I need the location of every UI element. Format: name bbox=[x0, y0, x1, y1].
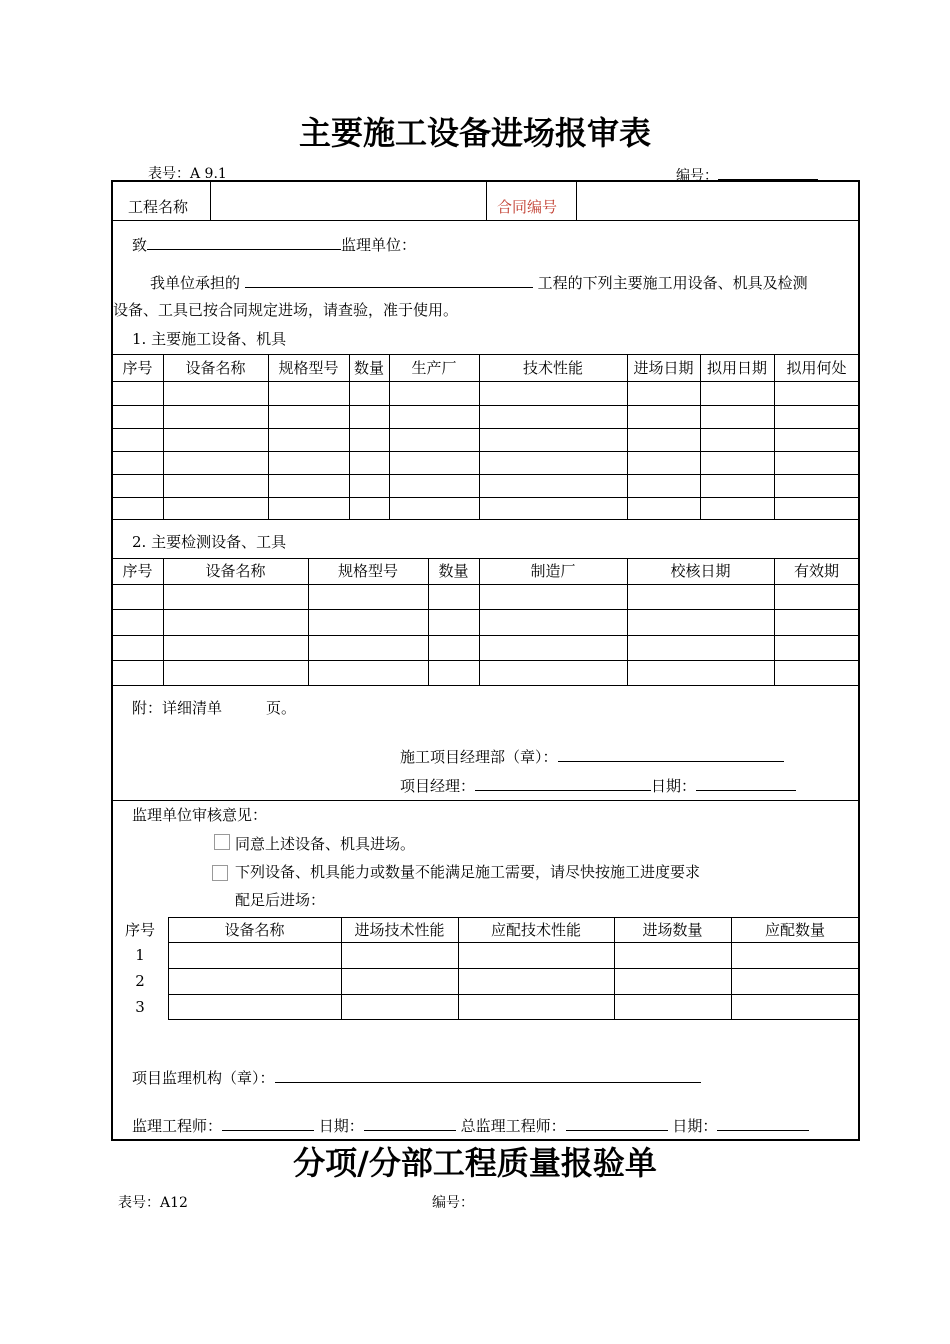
table-cell[interactable] bbox=[700, 452, 774, 474]
engineer-date-field[interactable] bbox=[364, 1114, 456, 1131]
table-cell[interactable] bbox=[163, 636, 308, 660]
table-header-cell: 序号 bbox=[122, 359, 153, 377]
row-index-cell[interactable] bbox=[112, 610, 163, 635]
section1-title: 1. 主要施工设备、机具 bbox=[132, 330, 287, 348]
table-cell[interactable] bbox=[163, 498, 268, 519]
table-cell[interactable] bbox=[389, 498, 479, 519]
table-cell[interactable] bbox=[627, 475, 700, 497]
pm-line: 项目经理： 日期： bbox=[400, 774, 796, 796]
table-cell[interactable] bbox=[268, 429, 349, 451]
table-cell[interactable] bbox=[389, 406, 479, 428]
table-cell[interactable] bbox=[428, 585, 479, 609]
table-cell[interactable] bbox=[168, 943, 341, 968]
table-cell[interactable] bbox=[479, 429, 627, 451]
table-cell[interactable] bbox=[627, 429, 700, 451]
table-cell[interactable] bbox=[163, 382, 268, 405]
table-header-cell: 设备名称 bbox=[224, 921, 285, 939]
table-header-cell: 进场技术性能 bbox=[354, 921, 445, 939]
row-index-cell[interactable] bbox=[112, 636, 163, 660]
table-header-cell: 数量 bbox=[438, 562, 469, 580]
table-cell[interactable] bbox=[627, 498, 700, 519]
table-header-cell: 设备名称 bbox=[185, 359, 246, 377]
engineer-field[interactable] bbox=[222, 1114, 314, 1131]
table-cell[interactable] bbox=[731, 969, 859, 994]
table-cell[interactable] bbox=[479, 661, 627, 685]
table-cell[interactable] bbox=[458, 943, 614, 968]
table-header-cell: 制造厂 bbox=[530, 562, 576, 580]
chief-date-field[interactable] bbox=[717, 1114, 809, 1131]
table-cell[interactable] bbox=[389, 429, 479, 451]
row-index-cell[interactable] bbox=[112, 382, 163, 405]
row-index-cell[interactable] bbox=[112, 475, 163, 497]
table-cell[interactable] bbox=[349, 382, 389, 405]
table-header-cell: 设备名称 bbox=[205, 562, 266, 580]
table-cell[interactable] bbox=[428, 610, 479, 635]
paragraph-line1: 我单位承担的 工程的下列主要施工用设备、机具及检测 bbox=[150, 271, 808, 293]
table-header-cell: 应配数量 bbox=[764, 921, 825, 939]
table-cell[interactable] bbox=[627, 661, 774, 685]
serial-number-label: 编号： bbox=[676, 163, 818, 185]
form-title: 主要施工设备进场报审表 bbox=[298, 114, 651, 152]
addressee-line: 致 监理单位： bbox=[132, 233, 416, 255]
option-insufficient-line1: 下列设备、机具能力或数量不能满足施工需要，请尽快按施工进度要求 bbox=[235, 863, 701, 881]
option-insufficient-line2: 配足后进场： bbox=[235, 891, 326, 909]
table-cell[interactable] bbox=[479, 452, 627, 474]
attachment-line: 附：详细清单 页。 bbox=[132, 699, 297, 717]
table-cell[interactable] bbox=[349, 452, 389, 474]
table-cell[interactable] bbox=[479, 475, 627, 497]
form2-serial-label: 编号： bbox=[432, 1195, 474, 1211]
paragraph-line2: 设备、工具已按合同规定进场，请查验，准于使用。 bbox=[113, 301, 459, 319]
chief-engineer-field[interactable] bbox=[566, 1114, 668, 1131]
table-cell[interactable] bbox=[774, 452, 859, 474]
table-cell[interactable] bbox=[627, 636, 774, 660]
table-header-cell: 技术性能 bbox=[522, 359, 583, 377]
table-cell[interactable] bbox=[774, 661, 859, 685]
table-cell[interactable] bbox=[341, 995, 458, 1019]
project-name-label: 工程名称 bbox=[128, 198, 189, 216]
table-header-cell: 数量 bbox=[353, 359, 384, 377]
table-cell[interactable] bbox=[168, 995, 341, 1019]
table-cell[interactable] bbox=[700, 475, 774, 497]
table-cell[interactable] bbox=[458, 969, 614, 994]
table-cell[interactable] bbox=[163, 452, 268, 474]
table-header-cell: 应配技术性能 bbox=[490, 921, 581, 939]
table-header-cell: 进场日期 bbox=[633, 359, 694, 377]
form-number: 表号：A 9.1 bbox=[148, 166, 227, 182]
table-cell[interactable] bbox=[774, 498, 859, 519]
row-index-cell[interactable] bbox=[112, 452, 163, 474]
table-cell[interactable] bbox=[774, 429, 859, 451]
table-cell[interactable] bbox=[341, 969, 458, 994]
supervision-org-line: 项目监理机构（章）： bbox=[132, 1066, 701, 1088]
table-cell[interactable] bbox=[163, 585, 308, 609]
table-cell[interactable] bbox=[774, 382, 859, 405]
table-header-cell: 有效期 bbox=[793, 562, 839, 580]
table-cell[interactable] bbox=[774, 406, 859, 428]
contract-number-label: 合同编号 bbox=[497, 198, 558, 216]
table-cell[interactable] bbox=[349, 429, 389, 451]
table-header-cell: 规格型号 bbox=[337, 562, 398, 580]
addressee-field[interactable] bbox=[147, 233, 341, 250]
table-cell[interactable] bbox=[268, 452, 349, 474]
table-header-cell: 进场数量 bbox=[642, 921, 703, 939]
table-cell[interactable] bbox=[268, 475, 349, 497]
table-cell[interactable] bbox=[268, 382, 349, 405]
table-header-cell: 校核日期 bbox=[670, 562, 731, 580]
option-approve: 同意上述设备、机具进场。 bbox=[235, 835, 416, 853]
table-cell[interactable] bbox=[479, 610, 627, 635]
table-cell[interactable] bbox=[774, 585, 859, 609]
table-header-cell: 拟用日期 bbox=[706, 359, 767, 377]
table-cell[interactable] bbox=[731, 943, 859, 968]
table-cell[interactable] bbox=[163, 406, 268, 428]
contract-number-field[interactable] bbox=[577, 182, 858, 219]
table-cell[interactable] bbox=[308, 585, 428, 609]
table-cell[interactable] bbox=[700, 406, 774, 428]
table-cell[interactable] bbox=[268, 498, 349, 519]
pm-dept-line: 施工项目经理部（章）： bbox=[400, 745, 784, 767]
table-cell[interactable] bbox=[163, 610, 308, 635]
table-cell[interactable] bbox=[627, 610, 774, 635]
table-header-cell: 序号 bbox=[122, 562, 153, 580]
table-cell[interactable] bbox=[349, 406, 389, 428]
approve-checkbox[interactable] bbox=[214, 834, 230, 850]
table-header-cell: 规格型号 bbox=[278, 359, 339, 377]
project-name-field[interactable] bbox=[211, 182, 485, 219]
table-cell[interactable] bbox=[614, 995, 731, 1019]
row-index-cell[interactable] bbox=[112, 406, 163, 428]
table-cell[interactable] bbox=[479, 636, 627, 660]
table-cell[interactable] bbox=[479, 585, 627, 609]
table-cell[interactable] bbox=[389, 475, 479, 497]
table-cell[interactable] bbox=[627, 585, 774, 609]
table-cell[interactable] bbox=[163, 475, 268, 497]
row-index-cell[interactable] bbox=[112, 429, 163, 451]
form2-title: 分项/分部工程质量报验单 bbox=[293, 1144, 657, 1182]
table-cell[interactable] bbox=[774, 475, 859, 497]
table-cell[interactable] bbox=[774, 610, 859, 635]
table-cell[interactable] bbox=[731, 995, 859, 1019]
table-cell[interactable] bbox=[389, 452, 479, 474]
table-cell[interactable] bbox=[627, 382, 700, 405]
table-cell[interactable] bbox=[479, 406, 627, 428]
table-cell[interactable] bbox=[268, 406, 349, 428]
row-index-cell[interactable] bbox=[112, 661, 163, 685]
pm-field[interactable] bbox=[475, 774, 651, 791]
table-cell[interactable] bbox=[428, 661, 479, 685]
table-cell[interactable] bbox=[627, 452, 700, 474]
engineer-signature-line: 监理工程师： 日期： 总监理工程师： 日期： bbox=[132, 1114, 809, 1136]
table-cell[interactable] bbox=[479, 498, 627, 519]
table-cell[interactable] bbox=[163, 429, 268, 451]
section2-title: 2. 主要检测设备、工具 bbox=[132, 533, 287, 551]
table-cell[interactable] bbox=[700, 429, 774, 451]
table-cell[interactable] bbox=[163, 661, 308, 685]
table-cell[interactable] bbox=[341, 943, 458, 968]
row-index-cell: 1 bbox=[135, 946, 145, 964]
table-cell[interactable] bbox=[614, 943, 731, 968]
table-cell[interactable] bbox=[774, 636, 859, 660]
table-cell[interactable] bbox=[614, 969, 731, 994]
row-index-cell[interactable] bbox=[112, 498, 163, 519]
table-cell[interactable] bbox=[349, 475, 389, 497]
supervision-org-field[interactable] bbox=[275, 1066, 701, 1083]
table-cell[interactable] bbox=[428, 636, 479, 660]
table-cell[interactable] bbox=[308, 610, 428, 635]
table-header-cell: 生产厂 bbox=[411, 359, 457, 377]
table-cell[interactable] bbox=[700, 382, 774, 405]
table-cell[interactable] bbox=[308, 661, 428, 685]
table-cell[interactable] bbox=[349, 498, 389, 519]
table-cell[interactable] bbox=[700, 498, 774, 519]
undertaken-project-field[interactable] bbox=[245, 271, 533, 288]
pm-dept-field[interactable] bbox=[558, 745, 784, 762]
table-cell[interactable] bbox=[479, 382, 627, 405]
row-index-cell: 2 bbox=[135, 972, 145, 990]
insufficient-checkbox[interactable] bbox=[212, 865, 228, 881]
pm-date-field[interactable] bbox=[696, 774, 796, 791]
table-header-cell: 序号 bbox=[124, 921, 155, 939]
table-cell[interactable] bbox=[308, 636, 428, 660]
table-header-cell: 拟用何处 bbox=[786, 359, 847, 377]
row-index-cell: 3 bbox=[135, 998, 145, 1016]
form2-number: 表号：A12 bbox=[118, 1195, 188, 1211]
table-cell[interactable] bbox=[168, 969, 341, 994]
review-title: 监理单位审核意见： bbox=[132, 806, 268, 824]
table-cell[interactable] bbox=[389, 382, 479, 405]
table-cell[interactable] bbox=[458, 995, 614, 1019]
row-index-cell[interactable] bbox=[112, 585, 163, 609]
table-cell[interactable] bbox=[627, 406, 700, 428]
